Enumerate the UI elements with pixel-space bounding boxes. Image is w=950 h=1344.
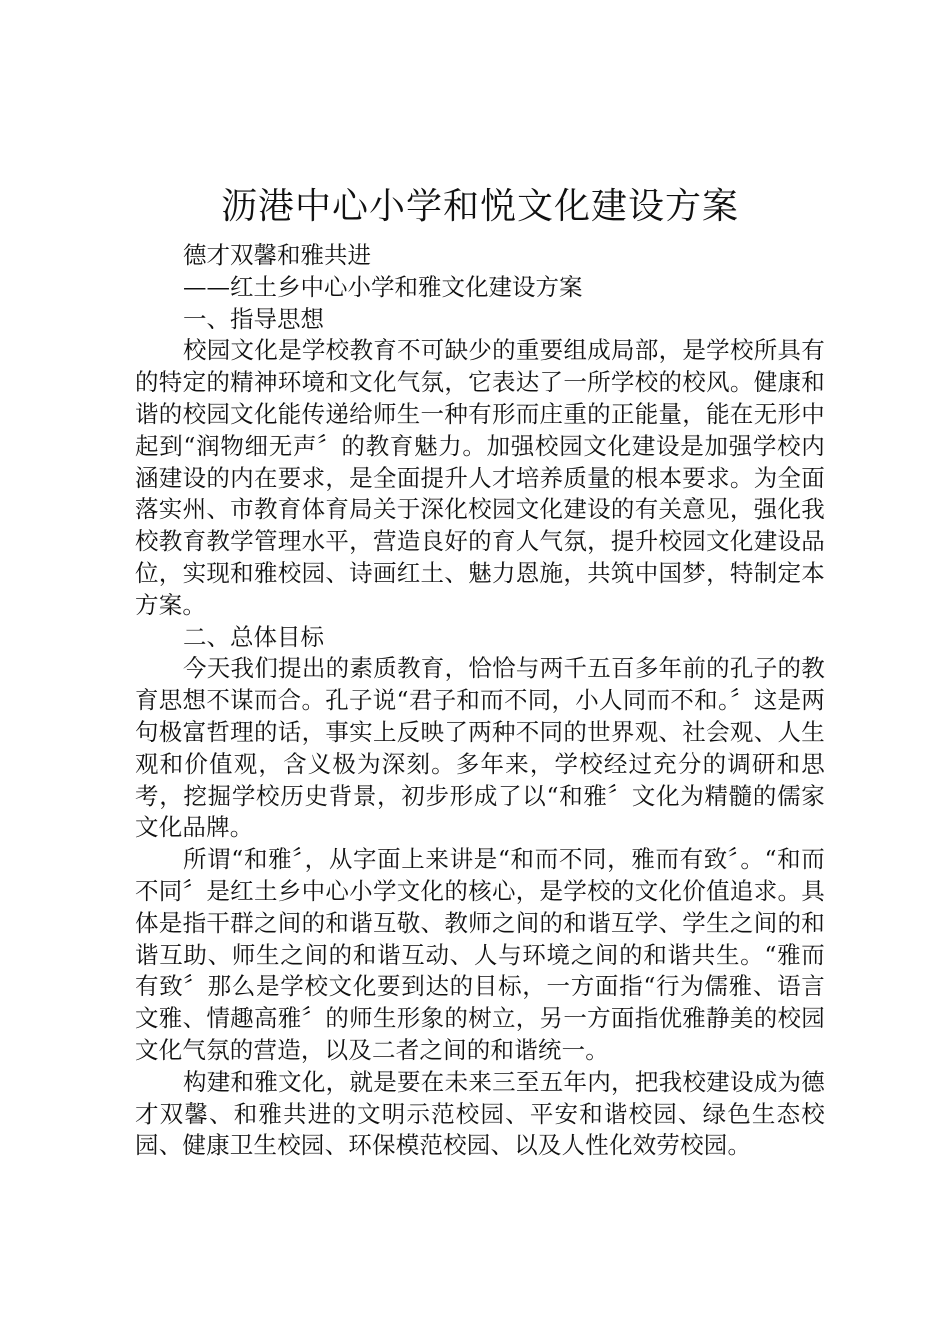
document-page bbox=[135, 180, 825, 1162]
document-subtitle: 德才双馨和雅共进 bbox=[183, 241, 371, 269]
document-subtitle-dash: ——红土乡中心小学和雅文化建设方案 bbox=[183, 272, 583, 301]
paragraph-overall-goal-1: 今天我们提出的素质教育，恰恰与两千五百多年前的孔子的教育思想不谋而合。孔子说“君子和而不同，小人同而不和。〞这是两句极富哲理的话，事实上反映了两种不同的世界观、社会观、人生观和价值观，含义极为深刻。多年来，学校经过充分的调研和思考，挖掘学校历史背景，初步形成了以“和雅〞文化为精髓的儒家文化品牌。 bbox=[135, 654, 825, 842]
document-title: 沥港中心小学和悦文化建设方案 bbox=[220, 186, 739, 227]
section-heading-guiding-thought: 一、指导思想 bbox=[183, 304, 324, 333]
paragraph-overall-goal-3: 构建和雅文化，就是要在未来三至五年内，把我校建设成为德才双馨、和雅共进的文明示范校园、平安和谐校园、绿色生态校园、健康卫生校园、环保模范校园、以及人性化效劳校园。 bbox=[135, 1067, 825, 1160]
paragraph-overall-goal-2: 所谓“和雅〞，从字面上来讲是“和而不同，雅而有致〞。“和而不同〞是红土乡中心小学文化的核心，是学校的文化价值追求。具体是指干群之间的和谐互敬、教师之间的和谐互学、学生之间的和谐互助、师生之间的和谐互动、人与环境之间的和谐共生。“雅而有致〞那么是学校文化要到达的目标，一方面指“行为儒雅、语言文雅、情趣高雅〞的师生形象的树立，另一方面指优雅静美的校园文化气氛的营造，以及二者之间的和谐统一。 bbox=[135, 845, 825, 1064]
paragraph-guiding-thought: 校园文化是学校教育不可缺少的重要组成局部，是学校所具有的特定的精神环境和文化气氛，它表达了一所学校的校风。健康和谐的校园文化能传递给师生一种有形而庄重的正能量，能在无形中起到“润物细无声〞的教育魅力。加强校园文化建设是加强学校内涵建设的内在要求，是全面提升人才培养质量的根本要求。为全面落实州、市教育体育局关于深化校园文化建设的有关意见，强化我校教育教学管理水平，营造良好的育人气氛，提升校园文化建设品位，实现和雅校园、诗画红土、魅力恩施，共筑中国梦，特制定本方案。 bbox=[135, 336, 825, 619]
section-heading-overall-goal: 二、总体目标 bbox=[183, 622, 324, 651]
